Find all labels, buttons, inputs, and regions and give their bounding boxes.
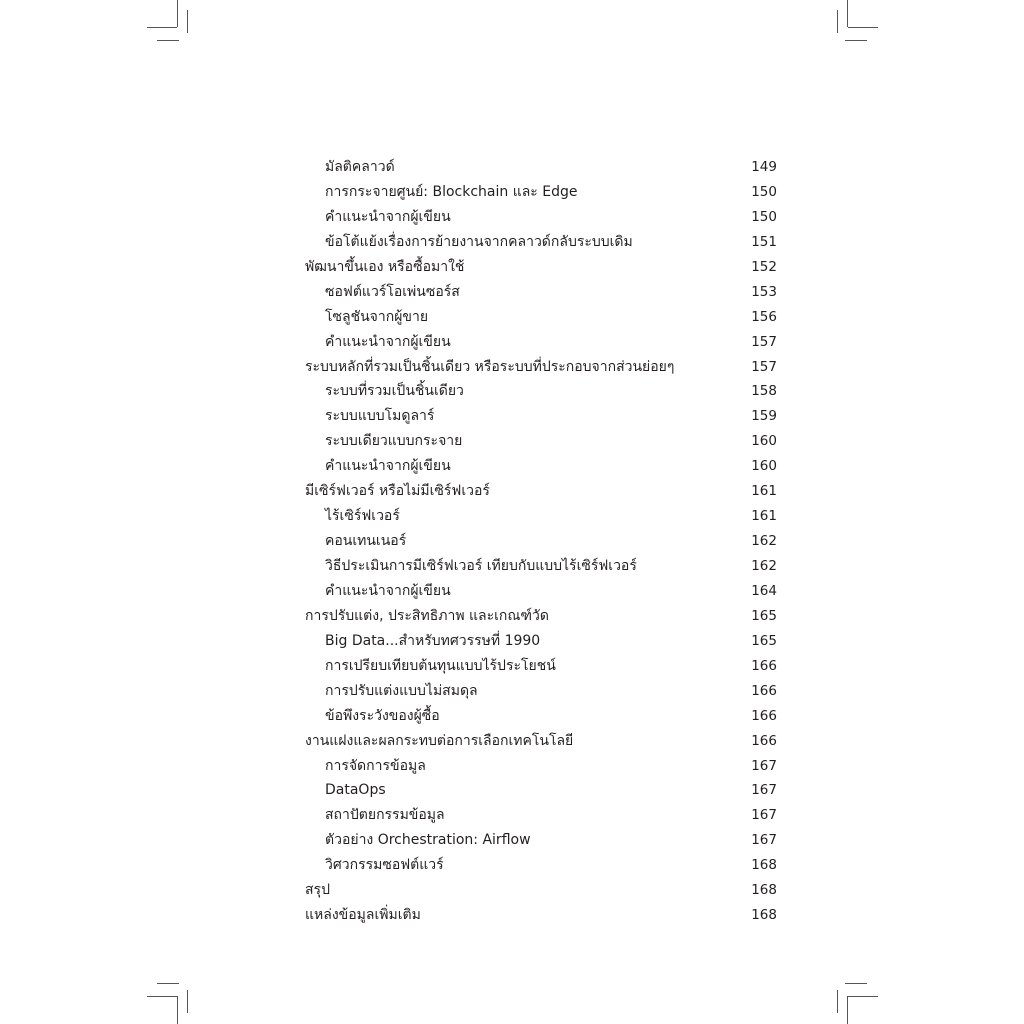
toc-subsection-entry[interactable]	[305, 305, 777, 330]
toc-page-number: 167	[751, 807, 777, 824]
toc-page-number: 165	[751, 607, 777, 624]
crop-mark	[848, 27, 878, 28]
toc-entry-title: การปรับแต่ง, ประสิทธิภาพ และเกณฑ์วัด	[305, 607, 549, 624]
crop-mark	[177, 0, 178, 27]
crop-mark	[177, 996, 178, 1024]
toc-subsection-entry[interactable]	[305, 155, 777, 180]
toc-page-number: 161	[751, 483, 777, 500]
toc-entry-title: แหล่งข้อมูลเพิ่มเติม	[305, 907, 421, 924]
toc-subsection-entry[interactable]	[305, 404, 777, 429]
toc-entry-title: มัลติคลาวด์	[325, 159, 395, 175]
toc-entry-title: ระบบเดียวแบบกระจาย	[325, 433, 463, 450]
toc-entry-title: ไร้เซิร์ฟเวอร์	[325, 508, 400, 525]
crop-mark	[157, 983, 179, 984]
toc-page-number: 166	[751, 707, 777, 724]
toc-page-number: 160	[751, 458, 777, 475]
toc-page-number: 160	[751, 433, 777, 450]
toc-entry-title: ข้อพึงระวังของผู้ซื้อ	[325, 707, 440, 724]
toc-subsection-entry[interactable]	[305, 629, 777, 654]
crop-mark	[837, 10, 838, 33]
toc-entry-title: มีเซิร์ฟเวอร์ หรือไม่มีเซิร์ฟเวอร์	[305, 483, 490, 500]
toc-subsection-entry[interactable]	[305, 529, 777, 554]
toc-entry-title: วิศวกรรมซอฟต์แวร์	[325, 857, 444, 874]
toc-section-entry[interactable]	[305, 255, 777, 280]
toc-entry-title: คำแนะนำจากผู้เขียน	[325, 208, 451, 225]
toc-subsection-entry[interactable]	[305, 828, 777, 853]
toc-page-number: 168	[751, 857, 777, 874]
toc-page-number: 162	[751, 533, 777, 550]
toc-entry-title: การกระจายศูนย์: Blockchain และ Edge	[325, 183, 578, 200]
toc-page-number: 166	[751, 732, 777, 749]
toc-page-number: 157	[751, 333, 777, 350]
toc-subsection-entry[interactable]	[305, 280, 777, 305]
crop-mark	[147, 996, 177, 997]
toc-subsection-entry[interactable]	[305, 429, 777, 454]
toc-subsection-entry[interactable]	[305, 205, 777, 230]
toc-page-number: 165	[751, 632, 777, 649]
toc-page-number: 167	[751, 757, 777, 774]
toc-page-number: 167	[751, 832, 777, 849]
toc-entry-title: ซอฟต์แวร์โอเพ่นซอร์ส	[325, 283, 460, 300]
toc-section-entry[interactable]	[305, 903, 777, 928]
toc-page-number: 157	[751, 358, 777, 375]
toc-subsection-entry[interactable]	[305, 330, 777, 355]
toc-subsection-entry[interactable]	[305, 803, 777, 828]
table-of-contents	[305, 155, 777, 928]
toc-page-number: 164	[751, 582, 777, 599]
toc-subsection-entry[interactable]	[305, 230, 777, 255]
toc-subsection-entry[interactable]	[305, 704, 777, 729]
toc-page-number: 166	[751, 657, 777, 674]
toc-subsection-entry[interactable]	[305, 679, 777, 704]
toc-subsection-entry[interactable]	[305, 379, 777, 404]
crop-mark	[147, 27, 177, 28]
crop-mark	[845, 40, 867, 41]
toc-subsection-entry[interactable]	[305, 454, 777, 479]
toc-page-number: 151	[751, 233, 777, 250]
toc-entry-title: คำแนะนำจากผู้เขียน	[325, 582, 451, 599]
toc-page-number: 152	[751, 258, 777, 275]
toc-subsection-entry[interactable]	[305, 554, 777, 579]
toc-subsection-entry[interactable]	[305, 504, 777, 529]
toc-entry-title: สถาปัตยกรรมข้อมูล	[325, 807, 445, 824]
toc-page-number: 150	[751, 208, 777, 225]
toc-entry-title: พัฒนาขึ้นเอง หรือซื้อมาใช้	[305, 258, 465, 275]
toc-entry-title: วิธีประเมินการมีเซิร์ฟเวอร์ เทียบกับแบบไร้เซิร์ฟเวอร์	[325, 558, 637, 574]
toc-entry-title: ข้อโต้แย้งเรื่องการย้ายงานจากคลาวด์กลับระบบเดิม	[325, 233, 633, 250]
toc-page-number: 162	[751, 558, 777, 574]
toc-entry-title: การปรับแต่งแบบไม่สมดุล	[325, 682, 478, 699]
toc-subsection-entry[interactable]	[305, 654, 777, 679]
toc-entry-title: คอนเทนเนอร์	[325, 533, 407, 550]
crop-mark	[157, 40, 179, 41]
crop-mark	[837, 990, 838, 1013]
toc-entry-title: การเปรียบเทียบต้นทุนแบบไร้ประโยชน์	[325, 657, 556, 674]
toc-page-number: 168	[751, 907, 777, 924]
toc-entry-title: คำแนะนำจากผู้เขียน	[325, 458, 451, 475]
toc-entry-title: คำแนะนำจากผู้เขียน	[325, 333, 451, 350]
toc-subsection-entry[interactable]	[305, 778, 777, 803]
toc-subsection-entry[interactable]	[305, 853, 777, 878]
toc-page-number: 150	[751, 183, 777, 200]
crop-mark	[845, 983, 867, 984]
toc-entry-title: DataOps	[325, 782, 386, 799]
crop-mark	[187, 990, 188, 1013]
toc-entry-title: การจัดการข้อมูล	[325, 757, 426, 774]
toc-entry-title: Big Data...สำหรับทศวรรษที่ 1990	[325, 632, 541, 649]
toc-entry-title: โซลูชันจากผู้ขาย	[325, 308, 429, 325]
toc-page-number: 166	[751, 682, 777, 699]
toc-page-number: 159	[751, 408, 777, 425]
toc-subsection-entry[interactable]	[305, 180, 777, 205]
toc-entry-title: ระบบแบบโมดูลาร์	[325, 408, 435, 425]
toc-section-entry[interactable]	[305, 355, 777, 380]
crop-mark	[848, 996, 878, 997]
crop-mark	[187, 10, 188, 33]
toc-section-entry[interactable]	[305, 729, 777, 754]
toc-page-number: 168	[751, 882, 777, 899]
toc-entry-title: ตัวอย่าง Orchestration: Airflow	[325, 832, 531, 849]
toc-page-number: 149	[751, 159, 777, 175]
toc-section-entry[interactable]	[305, 479, 777, 504]
crop-mark	[847, 0, 848, 27]
toc-entry-title: งานแฝงและผลกระทบต่อการเลือกเทคโนโลยี	[305, 732, 574, 749]
toc-subsection-entry[interactable]	[305, 579, 777, 604]
crop-mark	[847, 996, 848, 1024]
toc-page-number: 167	[751, 782, 777, 799]
toc-page-number: 153	[751, 283, 777, 300]
toc-entry-title: ระบบที่รวมเป็นชิ้นเดียว	[325, 383, 464, 400]
toc-section-entry[interactable]	[305, 604, 777, 629]
toc-entry-title: สรุป	[305, 882, 330, 899]
toc-section-entry[interactable]	[305, 878, 777, 903]
toc-subsection-entry[interactable]	[305, 754, 777, 779]
toc-page-number: 156	[751, 308, 777, 325]
toc-page-number: 158	[751, 383, 777, 400]
toc-entry-title: ระบบหลักที่รวมเป็นชิ้นเดียว หรือระบบที่ประกอบจากส่วนย่อยๆ	[305, 358, 675, 375]
toc-page-number: 161	[751, 508, 777, 525]
